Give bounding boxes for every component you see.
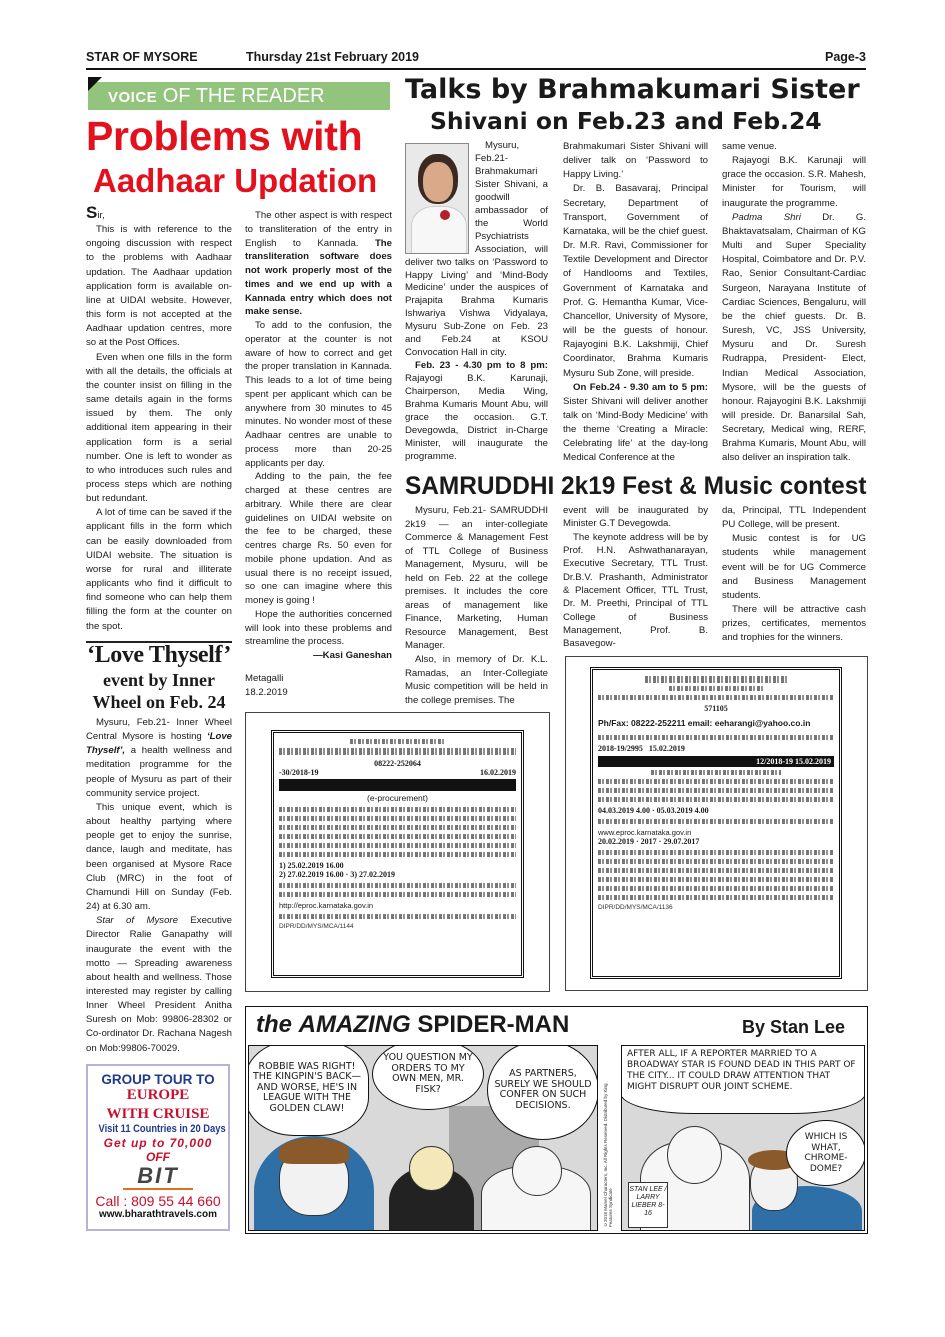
paragraph: To add to the confusion, the operator at the counter is not aware of how to correct and get the proper translation in Kannada. This leads to a lot of time being spent per applicant which can be anywhere from 30 minutes to 45 minutes. No wonder most of these Aadhaar centres are unable to process more than 20-25 applicants per day. [245,320,392,469]
kicker-bold: VOICE [108,89,158,106]
paragraph [86,914,232,1056]
letter-column-2 [245,209,392,699]
letter-headline-2: Aadhaar Updation [93,162,378,199]
samruddhi-column-3 [722,504,866,646]
text-run: Executive Director Ralie Ganapathy will inaugurate the event with the motto — Spreading awareness about health and wellness. Those interested may register by calling Inner Wheel President Anitha Suresh on Mob: 99806-28302 or Co-ordinator Dr. Rachana Nagesh on Mob:99806-70029. [86,915,232,1054]
text-run: Sister Shivani will deliver another talk on ‘Mind-Body Medicine’ with the theme ‘Creating a Miracle: Celebrating life’ at the day-long Medical Conference at the [563,395,708,464]
paragraph: A lot of time can be saved if the applicant fills in the form which can be easily downloaded from UIDAI website. The situation is worse for rural and illiterate applicants who find it difficult to find someone who can help them filling the form at the counter on the spot. [86,507,232,632]
drop-cap: S [86,203,98,222]
cauvery-url[interactable]: www.eproc.karnataka.gov.in [598,828,692,837]
paragraph: Rajayogi B.K. Karunaji will grace the occasion. S.R. Mahesh, Minister for Tourism, will inaugurate the programme. [722,155,866,209]
talks-headline-2: Shivani on Feb.23 and Feb.24 [430,107,822,135]
talks-headline-1: Talks by Brahmakumari Sister [405,74,860,105]
salutation [86,203,232,223]
text-run: Mysuru, Feb.21- Inner Wheel Central Mysore is hosting [86,717,232,743]
text-run: Brahmakumari Sister Shivani will deliver talk on ‘Password to Happy Living.’ [563,141,708,181]
letter-place: Metagalli [245,672,284,684]
speech-bubble-4: AFTER ALL, IF A REPORTER MARRIED TO A BROADWAY STAR IS FOUND DEAD IN THIS PART OF THE CITY... IT COULD DRAW ATTENTION THAT MIGHT DISRUPT OUR JOINT SCHEME. [621,1045,865,1114]
text-run: Rajayogi B.K. Karunaji, Chairperson, Media Wing, Brahma Kumaris Mount Abu, will grace the occasion. G.T. Devegowda, District in-Charge Minister, will inaugurate the programme. [405,373,548,462]
cauvery-date-2: 05.03.2019 [656,806,693,815]
comic-title-rest: SPIDER-MAN [417,1011,570,1038]
love-headline-1: ‘Love Thyself’ [87,642,231,668]
ad-line-4: Visit 11 Countries in 20 Days [98,1123,226,1135]
comic-title-the: the [256,1011,292,1038]
paragraph: Music contest is for UG students while management event will be for UG Commerce and Business Management students. [722,533,866,601]
cauvery-ref: 2018-19/2995 [598,744,643,753]
comic-title-amazing: AMAZING [298,1011,411,1038]
shivani-photo [405,143,469,254]
ad-line-6: OFF [146,1150,170,1164]
cauvery-banner: 12/2018-19 15.02.2019 [598,756,834,767]
white-dress [411,206,467,254]
forest-date: 16.02.2019 [480,768,516,777]
forest-date-1: 25.02.2019 [287,861,324,870]
forest-tender-advertisement: 08222-252064 -30/2018-19 16.02.2019 (e-procurement) 1) 25.02.2019 16.00 2) 27.02.2019 16.00 · 3) 27.02.2019 http://eproc.karnataka.gov.in DIPR/DD/MYS/MCA/1144 [245,712,550,992]
ad-line-3: WITH CRUISE [106,1106,210,1122]
cauvery-date-4: 29.07.2017 [663,837,700,846]
kicker-triangle-icon [88,77,102,91]
paragraph: Hope the authorities concerned will look into these problems and streamline the process. [245,608,392,648]
text-run: a health wellness and meditation programme for the people of Mysuru as part of their community service project. [86,745,232,799]
paragraph [722,211,866,466]
comic-panel-2 [621,1045,865,1231]
paragraph: Also, in memory of Dr. K.L. Ramadas, an Inter-Collegiate Music competition will be held in the college premises. The [405,654,548,706]
text-run: ‘Love Thyself’, [86,731,232,757]
text-run: same venue. [722,141,777,152]
ad-line-2: EUROPE [126,1087,190,1103]
travel-advertisement[interactable] [86,1064,230,1231]
paragraph: Dr. B. Basavaraj, Principal Secretary, Department of Transport, Government of Karnataka, will be the chief guest. Dr. M.R. Ravi, Commissioner for Textile Development and Director of Handlooms and Textiles, Government of Karnataka and Prof. G. Hemantha Kumar, Vice-Chancellor, University of Mysore, will be the guests of honour. Rajayogini B.K. Lakshmiji, Chief Coordinator, Brahma Kumaris Mysuru Sub Zone, will preside. [563,183,708,379]
forest-url[interactable]: http://eproc.karnataka.gov.in [279,901,374,910]
text-run: Feb. 23 - 4.30 pm to 8 pm: [415,360,548,372]
paragraph: This unique event, which is about healthy partying where people get to enjoy the sunrise, dance, laugh and meditate, has been organised at Mysore Race Club (MRC) in the foot of Chamundi Hill on Sunday (Feb. 24) at 6.30 am. [86,801,232,913]
forest-date-3: 27.02.2019 [359,870,396,879]
paragraph [563,504,708,531]
text-run: Star of Mysore [96,915,178,927]
salutation-text: ir, [97,210,105,221]
page-number: Page-3 [825,50,866,64]
letter-signature: —Kasi Ganeshan [313,650,392,661]
text-run: Padma Shri [732,211,801,223]
speech-bubble-3: AS PARTNERS, SURELY WE SHOULD CONFER ON SUCH DECISIONS. [487,1045,598,1140]
forest-banner [279,779,516,791]
ad-phone: Call : 809 55 44 660 [95,1193,221,1209]
paragraph [563,381,708,466]
paragraph [405,360,548,464]
text-run: The transliteration software does not work properly most of the times and we end up with a Kannada entry which does not make sense. [245,237,392,318]
paragraph [563,140,708,182]
cauvery-tender-advertisement: 571105 Ph/Fax: 08222-252211 email: eeharangi@yahoo.co.in 2018-19/2995 15.02.2019 12/2018-19 15.02.2019 04.03.2019 4.00 · 05.03.2019 4.00 www.eproc.karnataka.gov.in 20.02.2019 · 2017 · 29.07.2017 DIPR/DD/MYS/MCA/1136 [565,656,868,991]
eprocurement-label: (e-procurement) [367,793,428,803]
cauvery-contact: Ph/Fax: 08222-252211 email: eeharangi@yahoo.co.in [598,718,811,728]
comic-credit: STAN LEE / LARRY LIEBER 8-16 [628,1182,668,1228]
text-run: da, Principal, TTL Independent PU College, will be present. [722,505,866,531]
text-run: The other aspect is with respect to transliteration of the entry in English to Kannada. [245,210,392,249]
paragraph: The keynote address will be by Prof. H.N. Ashwathanarayan, Executive Secretary, TTL Trust. Dr.B.V. Prashanth, Administrator & Placement Officer, TTL Trust, Dr. M. Preethi, Principal of TTL College of Business Management, Prof. B. Basavegow- [563,531,708,650]
bit-logo: BIT [123,1164,193,1190]
talks-column-3 [722,140,866,466]
paragraph: There will be attractive cash prizes, certificates, mementos and trophies for the winners. [722,604,866,644]
love-headline-2: event by Inner [103,670,215,690]
comic-copyright: ©2018 Marvel Characters, Inc. All Rights Reserved. Distributed by King Features Syndicate [603,1083,613,1227]
talks-column-2 [563,140,708,466]
letter-date: 18.2.2019 [245,686,288,698]
paragraph [245,209,392,319]
love-headline-3: Wheel on Feb. 24 [92,692,226,712]
text-run: Dr. G. Bhaktavatsalam, Chairman of KG Multi and Super Speciality Hospital, Coimbatore and Dr. P.V. Rao, Senior Consultant-Cardiac Surgeon, Narayana Institute of Cardiac Sciences, Bengaluru, will be the chief guests. Dr. B. Suresh, VC, JSS University, Mysuru and Dr. Suresh Rudrappa, President- Elect, Indian Medical Association, Mysore, will be the guests of honour. Rajayogini B.K. Lakshmiji will preside. Dr. Banarsilal Sah, Secretary, Medical wing, RERF, Brahma Kumaris, Mount Abu, will also deliver an inspiration talk. [722,211,866,464]
samruddhi-headline: SAMRUDDHI 2k19 Fest & Music contest [405,472,867,500]
letter-headline-1: Problems with [86,113,363,159]
speech-bubble-2: YOU QUESTION MY ORDERS TO MY OWN MEN, MR. FISK? [372,1045,484,1110]
samruddhi-column-1 [405,504,548,707]
samruddhi-column-2 [563,504,708,651]
face [423,162,453,202]
cauvery-ref-date: 15.02.2019 [648,744,685,753]
microphone-icon [440,210,450,220]
letter-column-1 [86,203,232,634]
paragraph: This is with reference to the ongoing discussion with respect to the problems with Aadhaar updation. The Aadhaar updation application form is available on-line at UIDAI website. However, this form is not accepted at the Aadhaar updation centres, more so at the Post Offices. [86,224,232,349]
comic-title [256,1011,569,1039]
talks-lead: Mysuru, Feb.21- Brahmakumari Sister Shivani, a goodwill ambassador of the World Psychiatrists Association, will deliver two talks on ‘Password to Happy Living’ and ‘Mind-Body Medicine’ under the auspices of Prajapita Brahma Kumaris Ishwariya Vishwa Vidyalaya, Mysuru Sub-Zone on Feb. 23 and Feb.24 at KSOU Convocation Hall in city. [405,140,548,359]
spiderman-comic-strip [245,1006,868,1234]
forest-phone: 08222-252064 [374,759,421,768]
paragraph: Mysuru, Feb.21- SAMRUDDHI 2k19 — an inter-collegiate Commerce & Management Fest of TTL College of Business Management, Mysuru, will be held on Feb. 22 at the college premises. It includes the core areas of management like Finance, Marketing, Human Resource Management, Best Manager. [405,505,548,652]
forest-ref: -30/2018-19 [279,768,319,777]
cauvery-date-1: 04.03.2019 [598,806,634,815]
thought-bubble-1: ROBBIE WAS RIGHT! THE KINGPIN'S BACK—AND WORSE, HE'S IN LEAGUE WITH THE GOLDEN CLAW! [248,1045,369,1136]
paragraph [722,504,866,532]
cauvery-code: DIPR/DD/MYS/MCA/1136 [598,904,673,911]
speech-bubble-5: WHICH IS WHAT, CHROME-DOME? [786,1120,865,1186]
newspaper-name: STAR OF MYSORE [86,50,198,64]
forest-date-2: 27.02.2019 [287,870,324,879]
header-rule [86,68,866,70]
text-run: event will be inaugurated by Minister G.T Devegowda. [563,505,708,530]
ad-line-1: GROUP TOUR TO [101,1072,215,1087]
paragraph [86,716,232,801]
forest-code: DIPR/DD/MYS/MCA/1144 [279,923,354,930]
comic-panel-1 [248,1045,598,1231]
paragraph: Even when one fills in the form with all the details, the officials at the counter insist on filling in the same details again in the forms issued by them. The only additional item appearing in their application form is a serial number. One is left to wonder as to who introduces such rules and process steps which are nothing but redundant. [86,351,232,505]
cauvery-pin: 571105 [704,704,728,713]
talks-column-1 [405,140,548,464]
ad-line-5: Get up to 70,000 [103,1136,213,1150]
cauvery-date-3: 20.02.2019 [598,837,634,846]
text-run: On Feb.24 - 9.30 am to 5 pm: [573,381,708,393]
paragraph [722,140,866,154]
ad-website[interactable]: www.bharathtravels.com [99,1209,217,1220]
issue-date: Thursday 21st February 2019 [246,50,419,64]
comic-byline: By Stan Lee [741,1017,845,1037]
love-body [86,716,232,1056]
paragraph: Adding to the pain, the fee charged at these centres are arbitrary. While there are clear guidelines on UIDAI website on the fee to be charged, these centres charge Rs. 50 even for mobile phone updation. And as usual there is no receipt issued, so one can imagine where this money is going ! [245,471,392,606]
kicker-rest: OF THE READER [162,85,325,107]
section-kicker [88,82,390,110]
